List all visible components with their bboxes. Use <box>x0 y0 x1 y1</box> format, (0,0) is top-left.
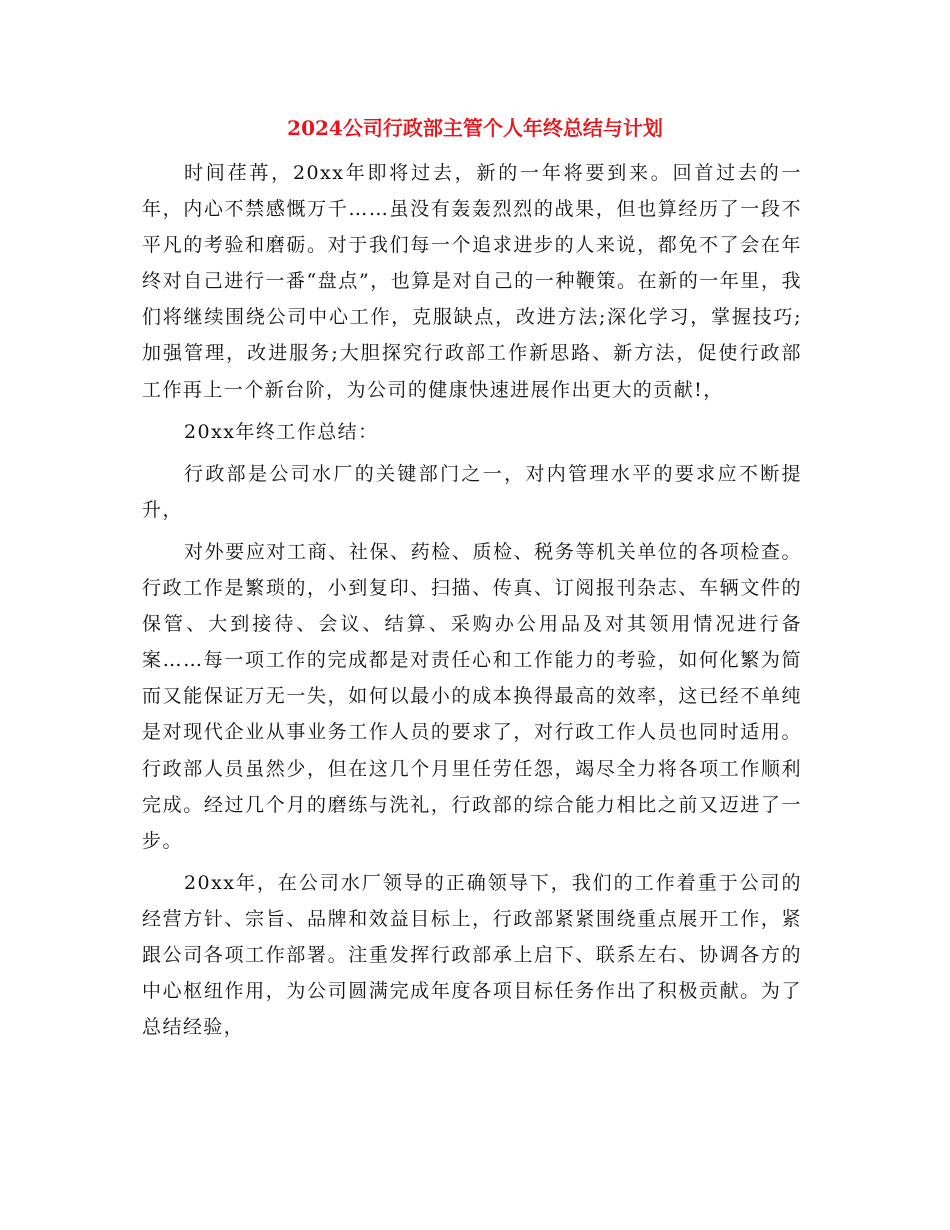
paragraph-year-review: 20xx年，在公司水厂领导的正确领导下，我们的工作着重于公司的经营方针、宗旨、品牌和效益目标上，行政部紧紧围绕重点展开工作，紧跟公司各项工作部署。注重发挥行政部承上启下、联系左右、协调各方的中心枢纽作用，为公司圆满完成年度各项目标任务作出了积极贡献。为了总结经验， <box>142 871 802 1039</box>
document-body <box>142 155 802 1045</box>
paragraph-work-details: 对外要应对工商、社保、药检、质检、税务等机关单位的各项检查。行政工作是繁琐的，小到复印、扫描、传真、订阅报刊杂志、车辆文件的保管、大到接待、会议、结算、采购办公用品及对其领用情况进行备案……每一项工作的完成都是对责任心和工作能力的考验，如何化繁为简而又能保证万无一失，如何以最小的成本换得最高的效率，这已经不单纯是对现代企业从事业务工作人员的要求了，对行政工作人员也同时适用。行政部人员虽然少，但在这几个月里任劳任怨，竭尽全力将各项工作顺利完成。经过几个月的磨练与洗礼，行政部的综合能力相比之前又迈进了一步。 <box>142 540 802 852</box>
paragraph-section-heading: 20xx年终工作总结： <box>184 420 379 443</box>
document-title: 2024公司行政部主管个人年终总结与计划 <box>287 116 663 140</box>
paragraph-department-role: 行政部是公司水厂的关键部门之一，对内管理水平的要求应不断提升， <box>142 462 802 521</box>
paragraph-intro: 时间荏苒，20xx年即将过去，新的一年将要到来。回首过去的一年，内心不禁感慨万千……虽没有轰轰烈烈的战果，但也算经历了一段不平凡的考验和磨砺。对于我们每一个追求进步的人来说，都免不了会在年终对自己进行一番“盘点”，也算是对自己的一种鞭策。在新的一年里，我们将继续围绕公司中心工作，克服缺点，改进方法;深化学习，掌握技巧;加强管理，改进服务;大胆探究行政部工作新思路、新方法，促使行政部工作再上一个新台阶，为公司的健康快速进展作出更大的贡献!， <box>142 162 802 401</box>
